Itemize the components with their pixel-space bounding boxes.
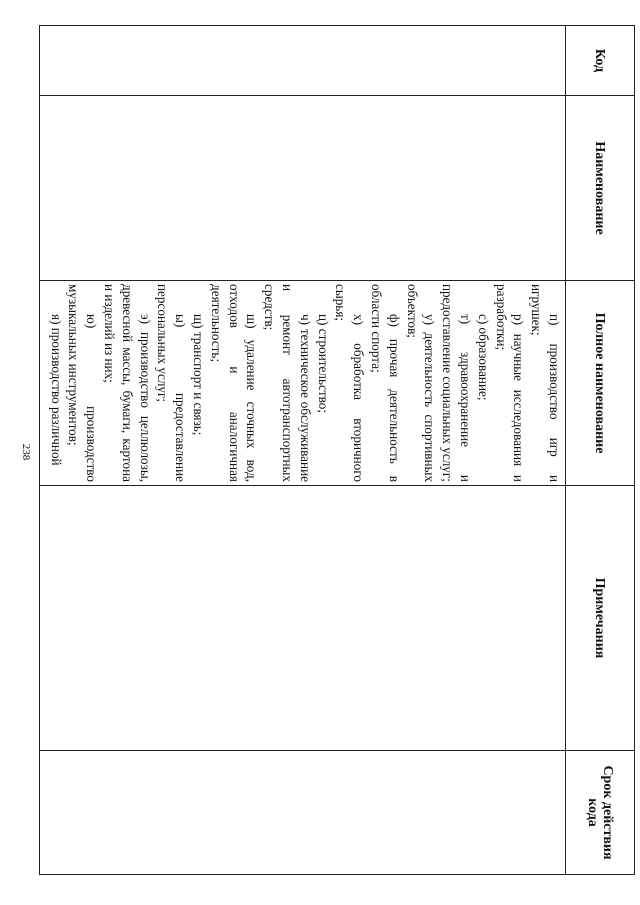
list-item: ч) техническое обслуживание и ремонт автотранспортных средств; [262,284,313,482]
list-item: т) здравоохранение и предоставление социальных услуг; [440,284,474,482]
list-item: ы) предоставление персональных услуг; [155,284,189,482]
classification-table [39,25,635,875]
list-item: ф) прочая деятельность в области спорта; [369,284,402,482]
list-item: ш) удаление сточных вод, отходов и аналогичная деятельность; [208,284,260,482]
cell-validity [40,751,566,875]
list-item: х) обработка вторичного сырья; [333,284,367,482]
cell-full-name [40,281,566,486]
cell-name [40,96,566,281]
cell-notes [40,486,566,751]
header-validity: Срок действия кода [566,751,635,875]
table-header-row [566,26,635,875]
list-item: ю) производство музыкальных инструментов; [66,284,100,482]
full-name-list [47,281,565,485]
list-item: п) производство игр и игрушек; [529,284,562,482]
list-item: ц) строительство; [315,314,331,413]
rotated-table-wrapper [39,25,635,874]
cell-code [40,26,566,96]
list-item: у) деятельность спортивных объектов; [404,284,438,482]
header-code: Код [566,26,635,96]
list-item: э) производство целлюлозы, древесной массы, бумаги, картона и изделий из них; [102,284,153,482]
header-notes: Примечания [566,486,635,751]
list-item: р) научные исследования и разработки; [493,284,527,482]
table-row [40,26,566,875]
header-name: Наименование [566,96,635,281]
page-number: 238 [20,443,32,461]
list-item: я) производство различной [48,314,64,466]
list-item: с) образование; [475,314,491,401]
list-item: щ) транспорт и связь; [191,314,207,436]
header-full-name: Полное наименование [566,281,635,486]
